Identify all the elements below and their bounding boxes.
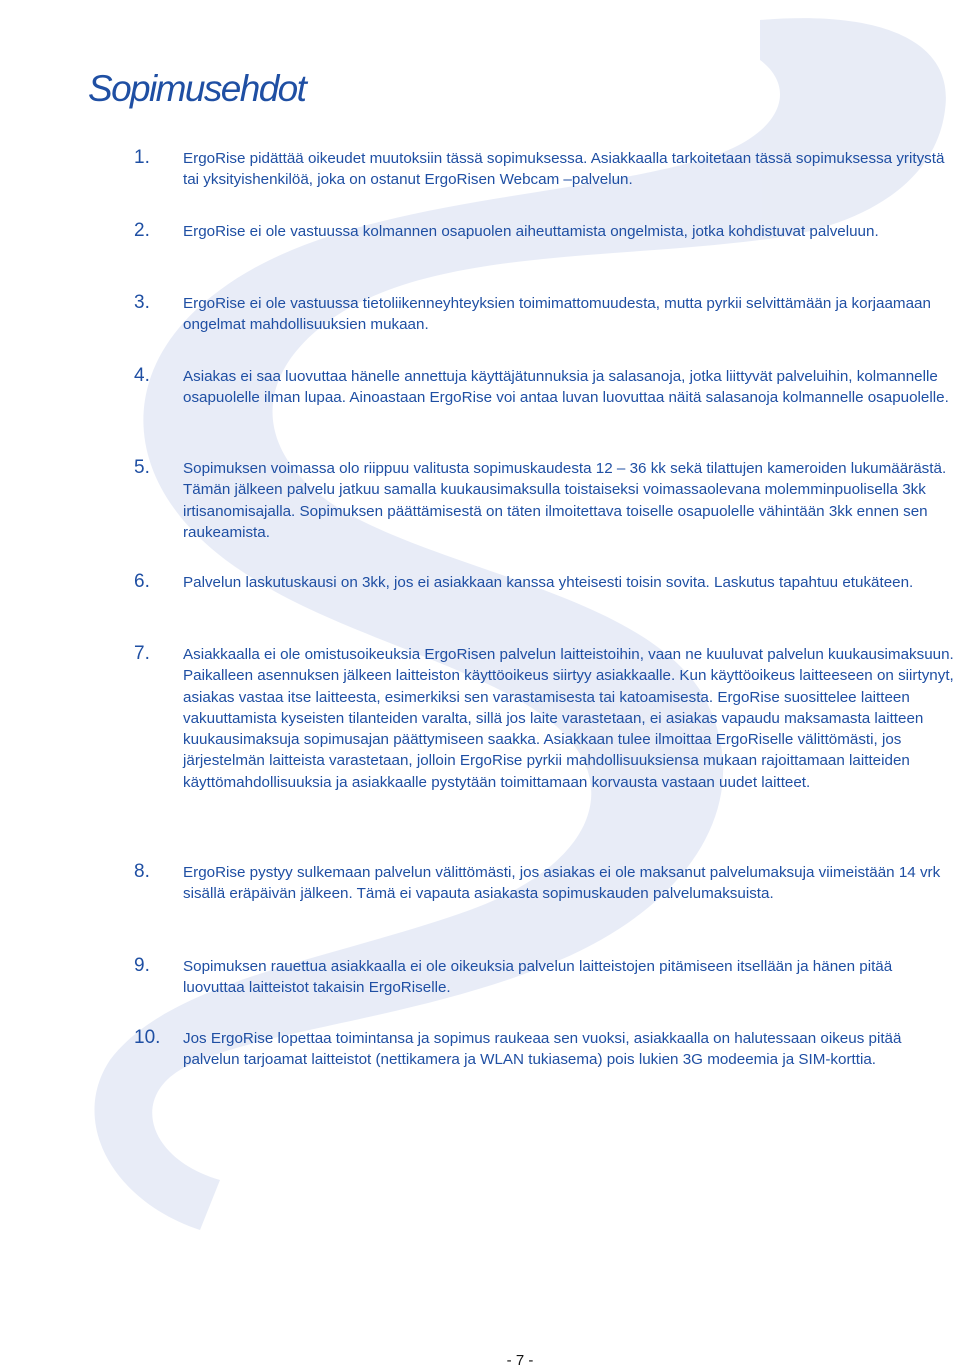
- item-number: 3.: [134, 292, 150, 313]
- item-text: ErgoRise pidättää oikeudet muutoksiin tässä sopimuksessa. Asiakkaalla tarkoitetaan tässä sopimuksessa yritystä tai yksityishenkilöä, joka on ostanut ErgoRisen Webcam –palvelun.: [183, 150, 945, 189]
- item-number: 8.: [134, 861, 150, 882]
- item-number: 5.: [134, 457, 150, 478]
- item-number: 2.: [134, 220, 150, 241]
- item-text: Asiakas ei saa luovuttaa hänelle annettuja käyttäjätunnuksia ja salasanoja, jotka liittyvät palveluihin, kolmannelle osapuolelle ilman lupaa. Ainoastaan ErgoRise voi antaa luvan luovuttaa näitä salasanoja kolmannelle osapuolelle.: [183, 368, 949, 407]
- item-text: Asiakkaalla ei ole omistusoikeuksia ErgoRisen palvelun laitteistoihin, vaan ne kuuluvat palvelun kuukausimaksuun. Paikalleen asennuksen jälkeen laitteiston käyttöoikeus siirtyy asiakkaalle. Kun käyttöoikeus laitteeseen on siirtynyt, asiakas vastaa itse laitteesta, esimerkiksi sen varastamisesta tai katoamisesta. ErgoRise suosittelee laitteen vakuuttamista kyseisten tilanteiden varalta, sillä jos laite varastetaan, ei asiakas vapaudu maksamasta laitteen kuukausimaksuja sopimusajan päättymiseen saakka. Asiakkaan tulee ilmoittaa ErgoRiselle välittömästi, jos järjestelmän laitteista varastetaan, jolloin ErgoRise pyrkii mahdollisuuksiensa mukaan rajoittamaan laitteiden käyttömahdollisuuksia ja asiakkaalle pystytään toimittamaan korvausta vastaan uudet laitteet.: [183, 646, 954, 791]
- item-number: 6.: [134, 571, 150, 592]
- item-text: Sopimuksen rauettua asiakkaalla ei ole oikeuksia palvelun laitteistojen pitämiseen itsellään ja hänen pitää luovuttaa laitteistot takaisin ErgoRiselle.: [183, 958, 893, 997]
- page-title: Sopimusehdot: [88, 68, 306, 109]
- item-number: 4.: [134, 365, 150, 386]
- item-text: ErgoRise pystyy sulkemaan palvelun välittömästi, jos asiakas ei ole maksanut palvelumaksuja viimeistään 14 vrk sisällä eräpäivän jälkeen. Tämä ei vapauta asiakasta sopimuskauden palvelumaksuista.: [183, 864, 941, 903]
- item-number: 9.: [134, 955, 150, 976]
- item-text: ErgoRise ei ole vastuussa tietoliikenneyhteyksien toimimattomuudesta, mutta pyrkii selvittämään ja korjaamaan ongelmat mahdollisuuksien mukaan.: [183, 295, 931, 334]
- item-text: Jos ErgoRise lopettaa toimintansa ja sopimus raukeaa sen vuoksi, asiakkaalla on halutessaan oikeus pitää palvelun tarjoamat laitteistot (nettikamera ja WLAN tukiasema) pois lukien 3G modeemia ja SIM-korttia.: [183, 1030, 902, 1069]
- item-text: Sopimuksen voimassa olo riippuu valitusta sopimuskaudesta 12 – 36 kk sekä tilattujen kameroiden lukumäärästä. Tämän jälkeen palvelu jatkuu samalla kuukausimaksulla toistaiseksi voimassaolevana molemminpuolisella 3kk irtisanomisajalla. Sopimuksen päättämisestä on täten ilmoitettava toiselle osapuolelle vähintään 3kk ennen sen raukeamista.: [183, 460, 947, 541]
- item-text: ErgoRise ei ole vastuussa kolmannen osapuolen aiheuttamista ongelmista, jotka kohdistuvat palveluun.: [183, 223, 879, 240]
- item-text: Palvelun laskutuskausi on 3kk, jos ei asiakkaan kanssa yhteisesti toisin sovita. Laskutus tapahtuu etukäteen.: [183, 574, 914, 591]
- page-number: - 7 -: [506, 1352, 534, 1369]
- item-number: 7.: [134, 643, 150, 664]
- item-number: 1.: [134, 147, 150, 168]
- item-number: 10.: [134, 1027, 161, 1048]
